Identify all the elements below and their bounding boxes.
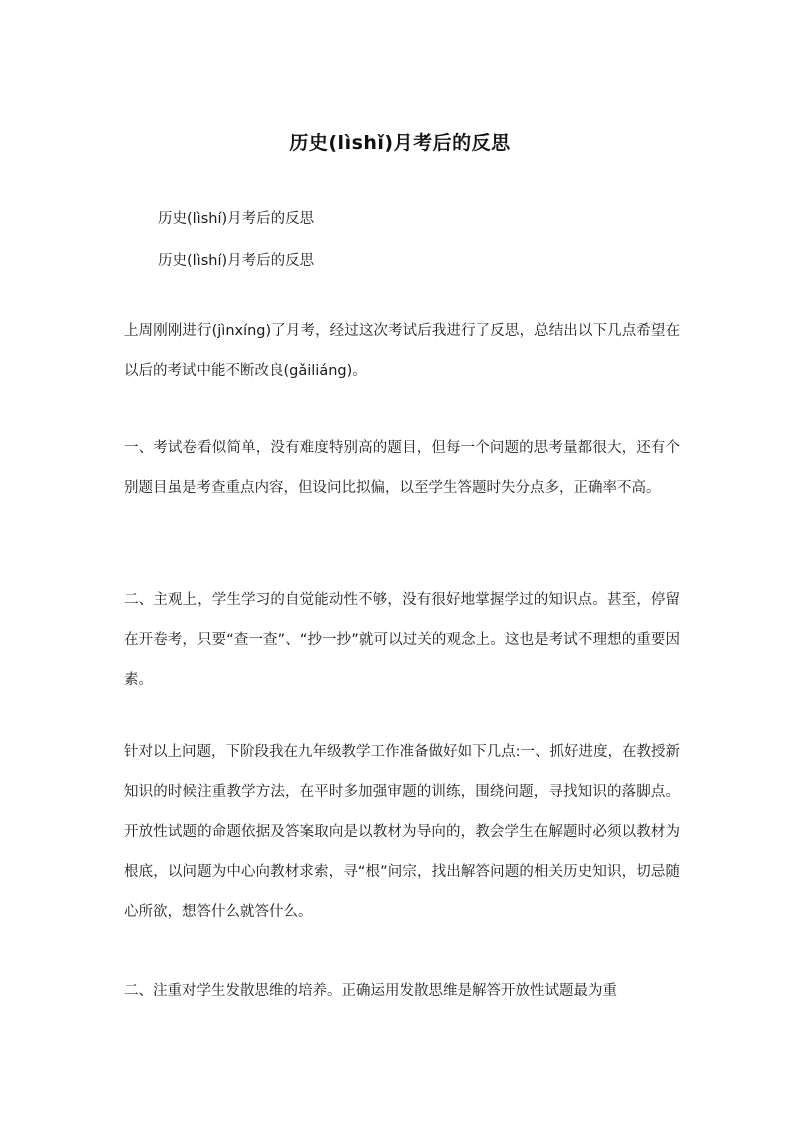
paragraph-divergent-thinking: 二、注重对学生发散思维的培养。正确运用发散思维是解答开放性试题最为重: [124, 983, 617, 999]
document-subtitle-2: 历史(lìshí)月考后的反思: [158, 253, 315, 269]
paragraph-intro: 上周刚刚进行(jìnxíng)了月考，经过这次考试后我进行了反思，总结出以下几点希望在以后的考试中能不断改良(gǎiliáng)。: [124, 323, 680, 379]
paragraph-point-1: 一、考试卷看似简单，没有难度特别高的题目，但每一个问题的思考量都很大，还有个别题目虽是考查重点内容，但设问比拟偏，以至学生答题时失分点多，正确率不高。: [124, 440, 680, 496]
document-subtitle-1: 历史(lìshí)月考后的反思: [158, 211, 315, 227]
paragraph-point-2: 二、主观上，学生学习的自觉能动性不够，没有很好地掌握学过的知识点。甚至，停留在开卷考，只要“查一查”、“抄一抄”就可以过关的观念上。这也是考试不理想的重要因素。: [124, 592, 680, 688]
paragraph-plan: 针对以上问题，下阶段我在九年级教学工作准备做好如下几点:一、抓好进度，在教授新知识的时候注重教学方法，在平时多加强审题的训练，围绕问题，寻找知识的落脚点。开放性试题的命题依据及答案取向是以教材为导向的，教会学生在解题时必须以教材为根底，以问题为中心向教材求索，寻“根”问宗，找出解答问题的相关历史知识，切忌随心所欲，想答什么就答什么。: [124, 744, 680, 920]
document-title: 历史(lìshǐ)月考后的反思: [289, 132, 511, 154]
